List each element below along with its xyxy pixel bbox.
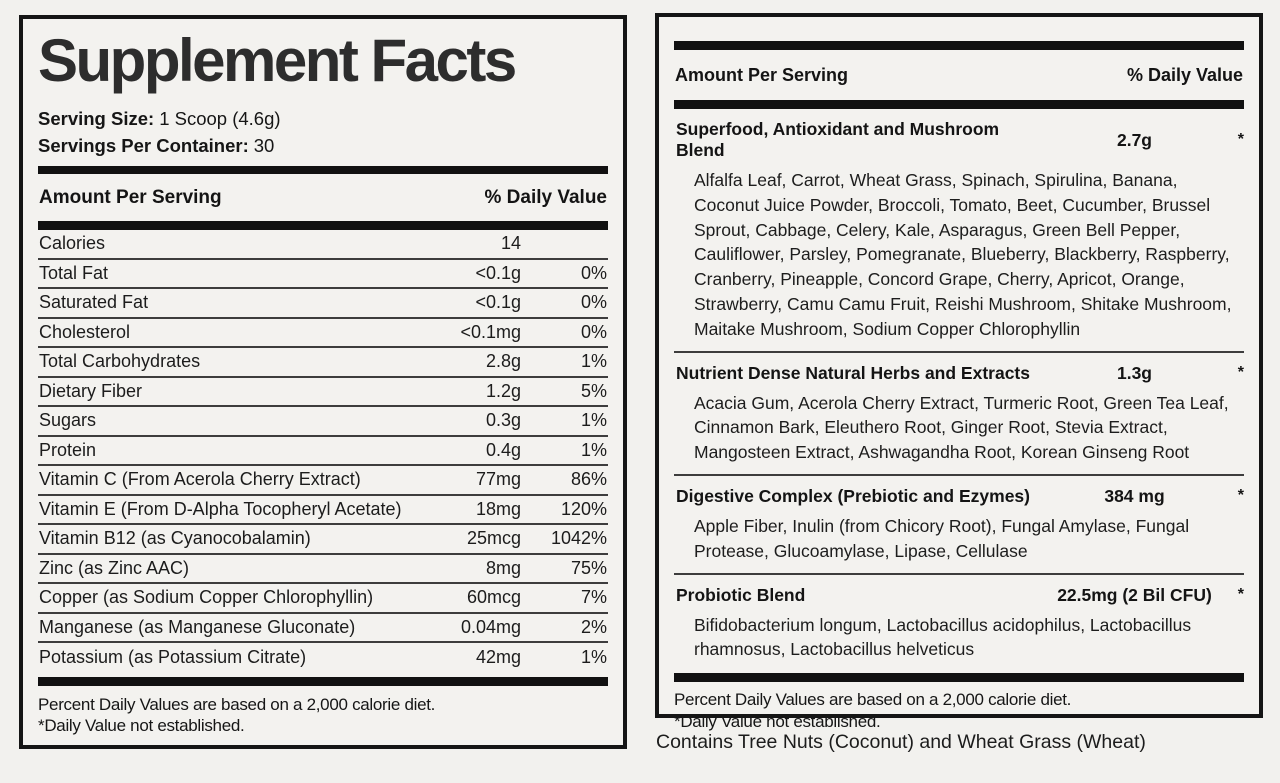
- nutrient-name: Dietary Fiber: [39, 380, 143, 401]
- nutrient-daily-value: 1%: [580, 647, 607, 668]
- nutrient-amount: 14: [500, 233, 521, 254]
- nutrient-row: [38, 466, 608, 496]
- nutrient-row: [38, 614, 608, 644]
- nutrient-table: [38, 230, 608, 673]
- blends-panel: [655, 13, 1263, 731]
- footnote-not-established: *Daily Value not established.: [674, 711, 881, 731]
- nutrient-amount: 18mg: [475, 498, 521, 519]
- blend-header: [674, 582, 1244, 608]
- supplement-facts-panel: [19, 15, 627, 749]
- allergen-note: Contains Tree Nuts (Coconut) and Wheat Grass (Wheat): [656, 731, 1146, 753]
- divider-bar: [38, 166, 608, 174]
- nutrient-amount: <0.1g: [475, 292, 521, 313]
- divider-bar: [38, 221, 608, 230]
- nutrient-amount: 0.3g: [485, 410, 521, 431]
- nutrient-row: [38, 289, 608, 319]
- nutrient-amount: 42mg: [475, 647, 521, 668]
- nutrient-row: [38, 643, 608, 673]
- nutrient-name: Total Carbohydrates: [39, 351, 201, 372]
- nutrient-row: [38, 260, 608, 290]
- serving-info: [38, 105, 608, 159]
- nutrient-amount: 60mcg: [466, 587, 521, 608]
- table-header: [674, 50, 1244, 100]
- blend-list: [674, 109, 1244, 671]
- nutrient-amount: <0.1g: [475, 262, 521, 283]
- nutrient-daily-value: 120%: [560, 498, 607, 519]
- panel-title: Supplement Facts: [38, 27, 515, 94]
- blend-amount: 384 mg: [1104, 485, 1165, 506]
- amount-per-serving-header: Amount Per Serving: [675, 65, 849, 85]
- amount-per-serving-header: Amount Per Serving: [39, 187, 222, 208]
- nutrient-name: Potassium (as Potassium Citrate): [39, 647, 307, 668]
- divider-bar: [674, 673, 1244, 682]
- nutrient-row: [38, 525, 608, 555]
- blend-header: [674, 360, 1244, 386]
- divider-bar: [674, 100, 1244, 109]
- servings-per-container-value: 30: [253, 135, 275, 156]
- nutrient-daily-value: 1%: [580, 410, 607, 431]
- blend-ingredients: Apple Fiber, Inulin (from Chicory Root), Fungal Amylase, Fungal Protease, Glucoamylase, Lipase, Cellulase: [694, 515, 1190, 561]
- nutrient-row: [38, 437, 608, 467]
- nutrient-name: Vitamin B12 (as Cyanocobalamin): [39, 528, 311, 549]
- nutrient-name: Zinc (as Zinc AAC): [39, 557, 190, 578]
- blend-section: [674, 573, 1244, 672]
- daily-value-header: % Daily Value: [1126, 65, 1243, 85]
- nutrient-row: [38, 555, 608, 585]
- nutrient-amount: <0.1mg: [460, 321, 521, 342]
- blend-daily-value-asterisk: *: [1237, 487, 1244, 505]
- nutrient-amount: 0.4g: [485, 439, 521, 460]
- footnote: [38, 694, 608, 737]
- nutrient-name: Manganese (as Manganese Gluconate): [39, 616, 356, 637]
- divider-bar: [38, 677, 608, 686]
- nutrient-amount: 2.8g: [485, 351, 521, 372]
- blend-name: Digestive Complex (Prebiotic and Ezymes): [676, 485, 1030, 506]
- nutrient-daily-value: 1%: [580, 439, 607, 460]
- nutrient-name: Copper (as Sodium Copper Chlorophyllin): [39, 587, 374, 608]
- table-header: [38, 174, 608, 221]
- nutrient-name: Vitamin E (From D-Alpha Tocopheryl Acetate): [39, 498, 402, 519]
- serving-size-line: [38, 105, 608, 132]
- footnote-daily-values: Percent Daily Values are based on a 2,000 calorie diet.: [674, 690, 1072, 710]
- serving-size-value: 1 Scoop (4.6g): [159, 108, 281, 129]
- nutrient-daily-value: 0%: [580, 292, 607, 313]
- blend-name: Superfood, Antioxidant and Mushroom Blend: [676, 119, 1000, 160]
- nutrient-row: [38, 348, 608, 378]
- nutrient-daily-value: 7%: [580, 587, 607, 608]
- blend-header: [674, 116, 1244, 163]
- nutrient-name: Cholesterol: [39, 321, 131, 342]
- blend-section: [674, 474, 1244, 573]
- blend-amount: 1.3g: [1116, 362, 1153, 383]
- nutrient-daily-value: 0%: [580, 321, 607, 342]
- blend-header: [674, 483, 1244, 509]
- nutrient-row: [38, 378, 608, 408]
- nutrient-name: Total Fat: [39, 262, 109, 283]
- nutrient-name: Protein: [39, 439, 97, 460]
- nutrient-daily-value: 86%: [570, 469, 607, 490]
- nutrient-row: [38, 496, 608, 526]
- blend-amount: 2.7g: [1116, 129, 1153, 150]
- blend-name: Nutrient Dense Natural Herbs and Extracts: [676, 362, 1030, 383]
- blend-ingredients: Alfalfa Leaf, Carrot, Wheat Grass, Spinach, Spirulina, Banana, Coconut Juice Powder, Broccoli, Tomato, Beet, Cucumber, Brussel Sprout, Cabbage, Celery, Kale, Asparagus, Green Bell Pepper, Cauliflower, Parsley, Pomegranate, Blueberry, Blackberry, Raspberry, Cranberry, Pineapple, Concord Grape, Cherry, Apricot, Orange, Strawberry, Camu Camu Fruit, Reishi Mushroom, Shitake Mushroom, Maitake Mushroom, Sodium Copper Chlorophyllin: [694, 170, 1232, 339]
- blend-daily-value-asterisk: *: [1237, 586, 1244, 604]
- blend-amount: 22.5mg (2 Bil CFU): [1057, 584, 1212, 605]
- nutrient-daily-value: 1042%: [550, 528, 607, 549]
- blend-ingredients: Acacia Gum, Acerola Cherry Extract, Turmeric Root, Green Tea Leaf, Cinnamon Bark, Eleuthero Root, Ginger Root, Stevia Extract, Mangosteen Extract, Ashwagandha Root, Korean Ginseng Root: [694, 392, 1229, 463]
- serving-size-label: Serving Size:: [38, 108, 155, 129]
- blend-ingredients: Bifidobacterium longum, Lactobacillus acidophilus, Lactobacillus rhamnosus, Lactobacillus helveticus: [694, 614, 1192, 660]
- blend-name: Probiotic Blend: [676, 584, 806, 605]
- nutrient-daily-value: 5%: [580, 380, 607, 401]
- daily-value-header: % Daily Value: [484, 187, 607, 208]
- nutrient-amount: 77mg: [475, 469, 521, 490]
- divider-bar: [674, 41, 1244, 50]
- blend-daily-value-asterisk: *: [1237, 131, 1244, 148]
- blend-section: [674, 351, 1244, 474]
- servings-per-container-line: [38, 132, 608, 159]
- nutrient-row: [38, 407, 608, 437]
- nutrient-daily-value: 0%: [580, 262, 607, 283]
- nutrient-amount: 25mcg: [466, 528, 521, 549]
- servings-per-container-label: Servings Per Container:: [38, 135, 249, 156]
- nutrient-name: Saturated Fat: [39, 292, 149, 313]
- nutrient-row: [38, 584, 608, 614]
- footnote-not-established: *Daily Value not established.: [38, 716, 245, 735]
- nutrient-daily-value: 1%: [580, 351, 607, 372]
- nutrient-daily-value: 75%: [570, 557, 607, 578]
- footnote: [674, 689, 1244, 732]
- nutrient-amount: 1.2g: [485, 380, 521, 401]
- nutrient-name: Vitamin C (From Acerola Cherry Extract): [39, 469, 361, 490]
- nutrient-row: [38, 319, 608, 349]
- nutrient-row: [38, 230, 608, 260]
- nutrient-amount: 8mg: [485, 557, 521, 578]
- blend-daily-value-asterisk: *: [1237, 364, 1244, 382]
- blend-section: [674, 109, 1244, 351]
- nutrient-daily-value: 2%: [580, 616, 607, 637]
- nutrient-name: Calories: [39, 233, 106, 254]
- nutrient-name: Sugars: [39, 410, 97, 431]
- nutrient-amount: 0.04mg: [460, 616, 521, 637]
- footnote-daily-values: Percent Daily Values are based on a 2,000 calorie diet.: [38, 694, 436, 714]
